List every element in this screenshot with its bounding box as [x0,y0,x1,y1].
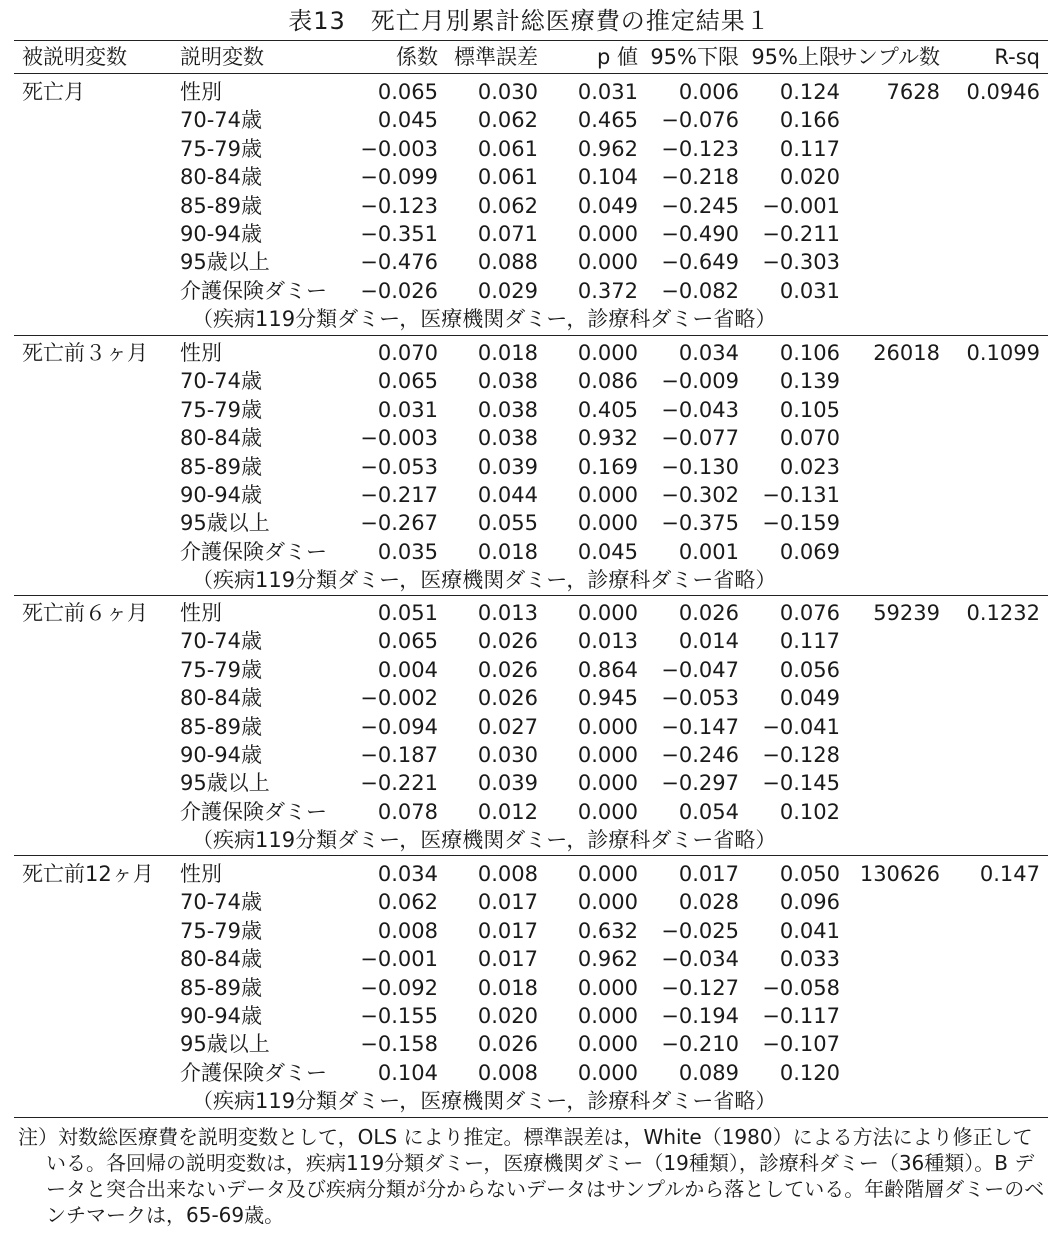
coefficient: 0.062 [377,890,438,915]
lower-95: −0.077 [661,426,739,451]
column-header: R-sq [994,45,1040,69]
coefficient: −0.476 [360,250,438,275]
lower-95: −0.297 [661,771,739,796]
omitted-dummies-note: （疾病119分類ダミー，医療機関ダミー，診療科ダミー省略） [192,307,777,332]
table-title: 表13 死亡月別累計総医療費の推定結果１ [288,7,771,35]
standard-error: 0.061 [477,136,538,161]
upper-95: 0.096 [779,890,840,915]
table-row [14,135,1048,163]
coefficient: 0.004 [377,657,438,682]
standard-error: 0.039 [477,771,538,796]
upper-95: 0.106 [779,341,840,365]
explanatory-variable: 80-84歳 [180,686,263,711]
lower-95: −0.246 [661,743,739,767]
p-value: 0.169 [577,454,638,479]
coefficient: 0.008 [377,918,438,943]
upper-95: −0.107 [762,1032,840,1057]
upper-95: −0.145 [762,771,840,796]
r-squared: 0.0946 [966,80,1040,104]
upper-95: 0.139 [779,369,840,394]
column-header: 95%下限 [650,45,739,69]
lower-95: 0.054 [678,799,739,824]
standard-error: 0.013 [477,601,538,625]
p-value: 0.000 [577,890,638,915]
lower-95: 0.006 [678,80,739,104]
standard-error: 0.020 [477,1004,538,1028]
table-row [14,78,1048,106]
upper-95: 0.049 [779,686,840,711]
table-row [14,599,1048,627]
block-rule [14,1117,1048,1118]
standard-error: 0.026 [477,686,538,711]
table-row [14,163,1048,191]
block-rule [14,335,1048,336]
dependent-variable: 死亡月 [22,80,85,104]
table-row [14,538,1048,566]
p-value: 0.000 [577,743,638,767]
explanatory-variable: 介護保険ダミー [180,1060,327,1085]
omitted-dummies-note: （疾病119分類ダミー，医療機関ダミー，診療科ダミー省略） [192,568,777,593]
upper-95: 0.120 [779,1060,840,1085]
omitted-note-row [14,1087,1048,1115]
upper-95: 0.020 [779,165,840,190]
upper-95: 0.105 [779,397,840,422]
p-value: 0.049 [577,193,638,218]
p-value: 0.031 [577,80,638,104]
table-row [14,453,1048,481]
lower-95: −0.649 [661,250,739,275]
standard-error: 0.030 [477,80,538,104]
omitted-note-row [14,305,1048,333]
upper-95: −0.131 [762,483,840,507]
r-squared: 0.147 [979,862,1040,886]
coefficient: −0.267 [360,511,438,536]
standard-error: 0.062 [477,193,538,218]
table-row [14,1059,1048,1087]
standard-error: 0.026 [477,1032,538,1057]
table-row [14,917,1048,945]
upper-95: −0.041 [762,714,840,739]
table-row [14,656,1048,684]
table-row [14,220,1048,248]
upper-95: 0.117 [779,136,840,161]
standard-error: 0.061 [477,165,538,190]
standard-error: 0.044 [477,483,538,507]
standard-error: 0.071 [477,222,538,246]
upper-95: 0.031 [779,278,840,303]
explanatory-variable: 85-89歳 [180,193,263,218]
explanatory-variable: 90-94歳 [180,743,263,767]
p-value: 0.000 [577,222,638,246]
standard-error: 0.029 [477,278,538,303]
upper-95: 0.033 [779,947,840,972]
standard-error: 0.039 [477,454,538,479]
omitted-dummies-note: （疾病119分類ダミー，医療機関ダミー，診療科ダミー省略） [192,828,777,853]
standard-error: 0.017 [477,947,538,972]
lower-95: −0.123 [661,136,739,161]
standard-error: 0.008 [477,1060,538,1085]
p-value: 0.000 [577,483,638,507]
explanatory-variable: 介護保険ダミー [180,539,327,564]
table-row [14,798,1048,826]
column-header: 説明変数 [180,45,264,69]
coefficient: 0.065 [377,80,438,104]
upper-95: −0.159 [762,511,840,536]
coefficient: 0.035 [377,539,438,564]
block-rule [14,595,1048,596]
p-value: 0.962 [577,947,638,972]
omitted-dummies-note: （疾病119分類ダミー，医療機関ダミー，診療科ダミー省略） [192,1089,777,1114]
explanatory-variable: 90-94歳 [180,1004,263,1028]
block-rule [14,855,1048,856]
header-row [14,43,1048,71]
standard-error: 0.018 [477,539,538,564]
coefficient: −0.001 [360,947,438,972]
upper-95: 0.124 [779,80,840,104]
sample-size: 59239 [873,601,940,625]
coefficient: 0.045 [377,108,438,133]
upper-95: 0.041 [779,918,840,943]
coefficient: −0.003 [360,426,438,451]
lower-95: −0.245 [661,193,739,218]
explanatory-variable: 75-79歳 [180,918,263,943]
p-value: 0.000 [577,714,638,739]
p-value: 0.000 [577,975,638,1000]
lower-95: −0.043 [661,397,739,422]
table-row [14,106,1048,134]
upper-95: 0.056 [779,657,840,682]
upper-95: 0.070 [779,426,840,451]
p-value: 0.000 [577,250,638,275]
table-row [14,945,1048,973]
explanatory-variable: 性別 [180,80,222,104]
lower-95: −0.127 [661,975,739,1000]
coefficient: −0.351 [360,222,438,246]
p-value: 0.000 [577,862,638,886]
table-row [14,367,1048,395]
upper-95: 0.166 [779,108,840,133]
explanatory-variable: 80-84歳 [180,426,263,451]
table-note [18,1124,1048,1228]
explanatory-variable: 85-89歳 [180,714,263,739]
coefficient: −0.099 [360,165,438,190]
upper-95: 0.069 [779,539,840,564]
upper-95: −0.058 [762,975,840,1000]
column-header: 95%上限 [751,45,840,69]
standard-error: 0.018 [477,975,538,1000]
standard-error: 0.038 [477,426,538,451]
explanatory-variable: 80-84歳 [180,947,263,972]
standard-error: 0.088 [477,250,538,275]
lower-95: −0.082 [661,278,739,303]
coefficient: −0.026 [360,278,438,303]
explanatory-variable: 80-84歳 [180,165,263,190]
coefficient: 0.104 [377,1060,438,1085]
p-value: 0.372 [577,278,638,303]
table-row [14,1030,1048,1058]
lower-95: −0.194 [661,1004,739,1028]
column-header: p 値 [596,45,638,69]
standard-error: 0.026 [477,629,538,654]
table-row [14,396,1048,424]
upper-95: 0.050 [779,862,840,886]
standard-error: 0.008 [477,862,538,886]
r-squared: 0.1232 [966,601,1040,625]
lower-95: 0.026 [678,601,739,625]
table-row [14,684,1048,712]
coefficient: 0.034 [377,862,438,886]
lower-95: −0.130 [661,454,739,479]
lower-95: −0.009 [661,369,739,394]
standard-error: 0.030 [477,743,538,767]
upper-95: −0.117 [762,1004,840,1028]
explanatory-variable: 90-94歳 [180,483,263,507]
explanatory-variable: 95歳以上 [180,771,270,796]
p-value: 0.013 [577,629,638,654]
column-header: 被説明変数 [22,45,127,69]
upper-95: −0.128 [762,743,840,767]
p-value: 0.632 [577,918,638,943]
lower-95: −0.025 [661,918,739,943]
coefficient: 0.031 [377,397,438,422]
upper-95: 0.102 [779,799,840,824]
table-row [14,741,1048,769]
column-header: サンプル数 [836,45,940,69]
p-value: 0.000 [577,601,638,625]
explanatory-variable: 85-89歳 [180,454,263,479]
table-row [14,769,1048,797]
lower-95: 0.028 [678,890,739,915]
explanatory-variable: 90-94歳 [180,222,263,246]
p-value: 0.104 [577,165,638,190]
explanatory-variable: 70-74歳 [180,108,263,133]
standard-error: 0.012 [477,799,538,824]
lower-95: 0.034 [678,341,739,365]
coefficient: 0.070 [377,341,438,365]
standard-error: 0.018 [477,341,538,365]
coefficient: −0.158 [360,1032,438,1057]
lower-95: 0.089 [678,1060,739,1085]
p-value: 0.864 [577,657,638,682]
coefficient: −0.221 [360,771,438,796]
explanatory-variable: 70-74歳 [180,890,263,915]
standard-error: 0.055 [477,511,538,536]
explanatory-variable: 95歳以上 [180,250,270,275]
explanatory-variable: 75-79歳 [180,397,263,422]
dependent-variable: 死亡前12ヶ月 [22,862,154,886]
p-value: 0.465 [577,108,638,133]
standard-error: 0.017 [477,890,538,915]
coefficient: 0.065 [377,369,438,394]
lower-95: 0.001 [678,539,739,564]
lower-95: −0.053 [661,686,739,711]
sample-size: 130626 [859,862,940,886]
coefficient: −0.187 [360,743,438,767]
explanatory-variable: 介護保険ダミー [180,799,327,824]
coefficient: 0.078 [377,799,438,824]
lower-95: 0.017 [678,862,739,886]
lower-95: −0.302 [661,483,739,507]
table-row [14,339,1048,367]
coefficient: −0.155 [360,1004,438,1028]
header-top-rule [14,40,1048,41]
r-squared: 0.1099 [966,341,1040,365]
p-value: 0.932 [577,426,638,451]
explanatory-variable: 95歳以上 [180,511,270,536]
explanatory-variable: 性別 [180,862,222,886]
sample-size: 7628 [886,80,940,104]
p-value: 0.000 [577,1004,638,1028]
upper-95: −0.303 [762,250,840,275]
lower-95: −0.034 [661,947,739,972]
lower-95: −0.047 [661,657,739,682]
column-header: 標準誤差 [454,45,538,69]
lower-95: −0.218 [661,165,739,190]
lower-95: −0.210 [661,1032,739,1057]
upper-95: −0.001 [762,193,840,218]
sample-size: 26018 [873,341,940,365]
coefficient: −0.053 [360,454,438,479]
p-value: 0.045 [577,539,638,564]
standard-error: 0.026 [477,657,538,682]
upper-95: 0.117 [779,629,840,654]
explanatory-variable: 70-74歳 [180,369,263,394]
p-value: 0.000 [577,771,638,796]
standard-error: 0.027 [477,714,538,739]
dependent-variable: 死亡前３ヶ月 [22,341,148,365]
p-value: 0.000 [577,1060,638,1085]
p-value: 0.945 [577,686,638,711]
note-text: 注）対数総医療費を説明変数として，OLS により推定。標準誤差は，White（1980）による方法により修正している。各回帰の説明変数は，疾病119分類ダミー，医療機関ダミー（19種類），診療科ダミー（36種類）。B データと突合出来ないデータ及び疾病分類が分からないデータはサンプルから落としている。年齢階層ダミーのベンチマークは，65-69歳。 [18,1125,1045,1227]
p-value: 0.000 [577,1032,638,1057]
table-row [14,1002,1048,1030]
p-value: 0.000 [577,511,638,536]
table-row [14,248,1048,276]
lower-95: −0.147 [661,714,739,739]
upper-95: 0.076 [779,601,840,625]
coefficient: −0.123 [360,193,438,218]
explanatory-variable: 性別 [180,601,222,625]
omitted-note-row [14,566,1048,594]
table-row [14,627,1048,655]
standard-error: 0.038 [477,369,538,394]
explanatory-variable: 95歳以上 [180,1032,270,1057]
table-row [14,860,1048,888]
coefficient: −0.094 [360,714,438,739]
lower-95: −0.076 [661,108,739,133]
table-row [14,277,1048,305]
p-value: 0.405 [577,397,638,422]
explanatory-variable: 70-74歳 [180,629,263,654]
p-value: 0.962 [577,136,638,161]
coefficient: −0.003 [360,136,438,161]
column-header: 係数 [396,45,438,69]
explanatory-variable: 75-79歳 [180,657,263,682]
standard-error: 0.038 [477,397,538,422]
standard-error: 0.062 [477,108,538,133]
coefficient: 0.051 [377,601,438,625]
header-bottom-rule [14,73,1048,74]
explanatory-variable: 85-89歳 [180,975,263,1000]
explanatory-variable: 性別 [180,341,222,365]
table-row [14,192,1048,220]
lower-95: 0.014 [678,629,739,654]
upper-95: −0.211 [762,222,840,246]
p-value: 0.000 [577,799,638,824]
lower-95: −0.375 [661,511,739,536]
dependent-variable: 死亡前６ヶ月 [22,601,148,625]
explanatory-variable: 75-79歳 [180,136,263,161]
table-row [14,509,1048,537]
explanatory-variable: 介護保険ダミー [180,278,327,303]
table-row [14,424,1048,452]
upper-95: 0.023 [779,454,840,479]
table-row [14,481,1048,509]
p-value: 0.000 [577,341,638,365]
standard-error: 0.017 [477,918,538,943]
table-row [14,974,1048,1002]
omitted-note-row [14,826,1048,854]
coefficient: −0.217 [360,483,438,507]
coefficient: 0.065 [377,629,438,654]
coefficient: −0.002 [360,686,438,711]
table-row [14,713,1048,741]
table-row [14,888,1048,916]
coefficient: −0.092 [360,975,438,1000]
lower-95: −0.490 [661,222,739,246]
p-value: 0.086 [577,369,638,394]
